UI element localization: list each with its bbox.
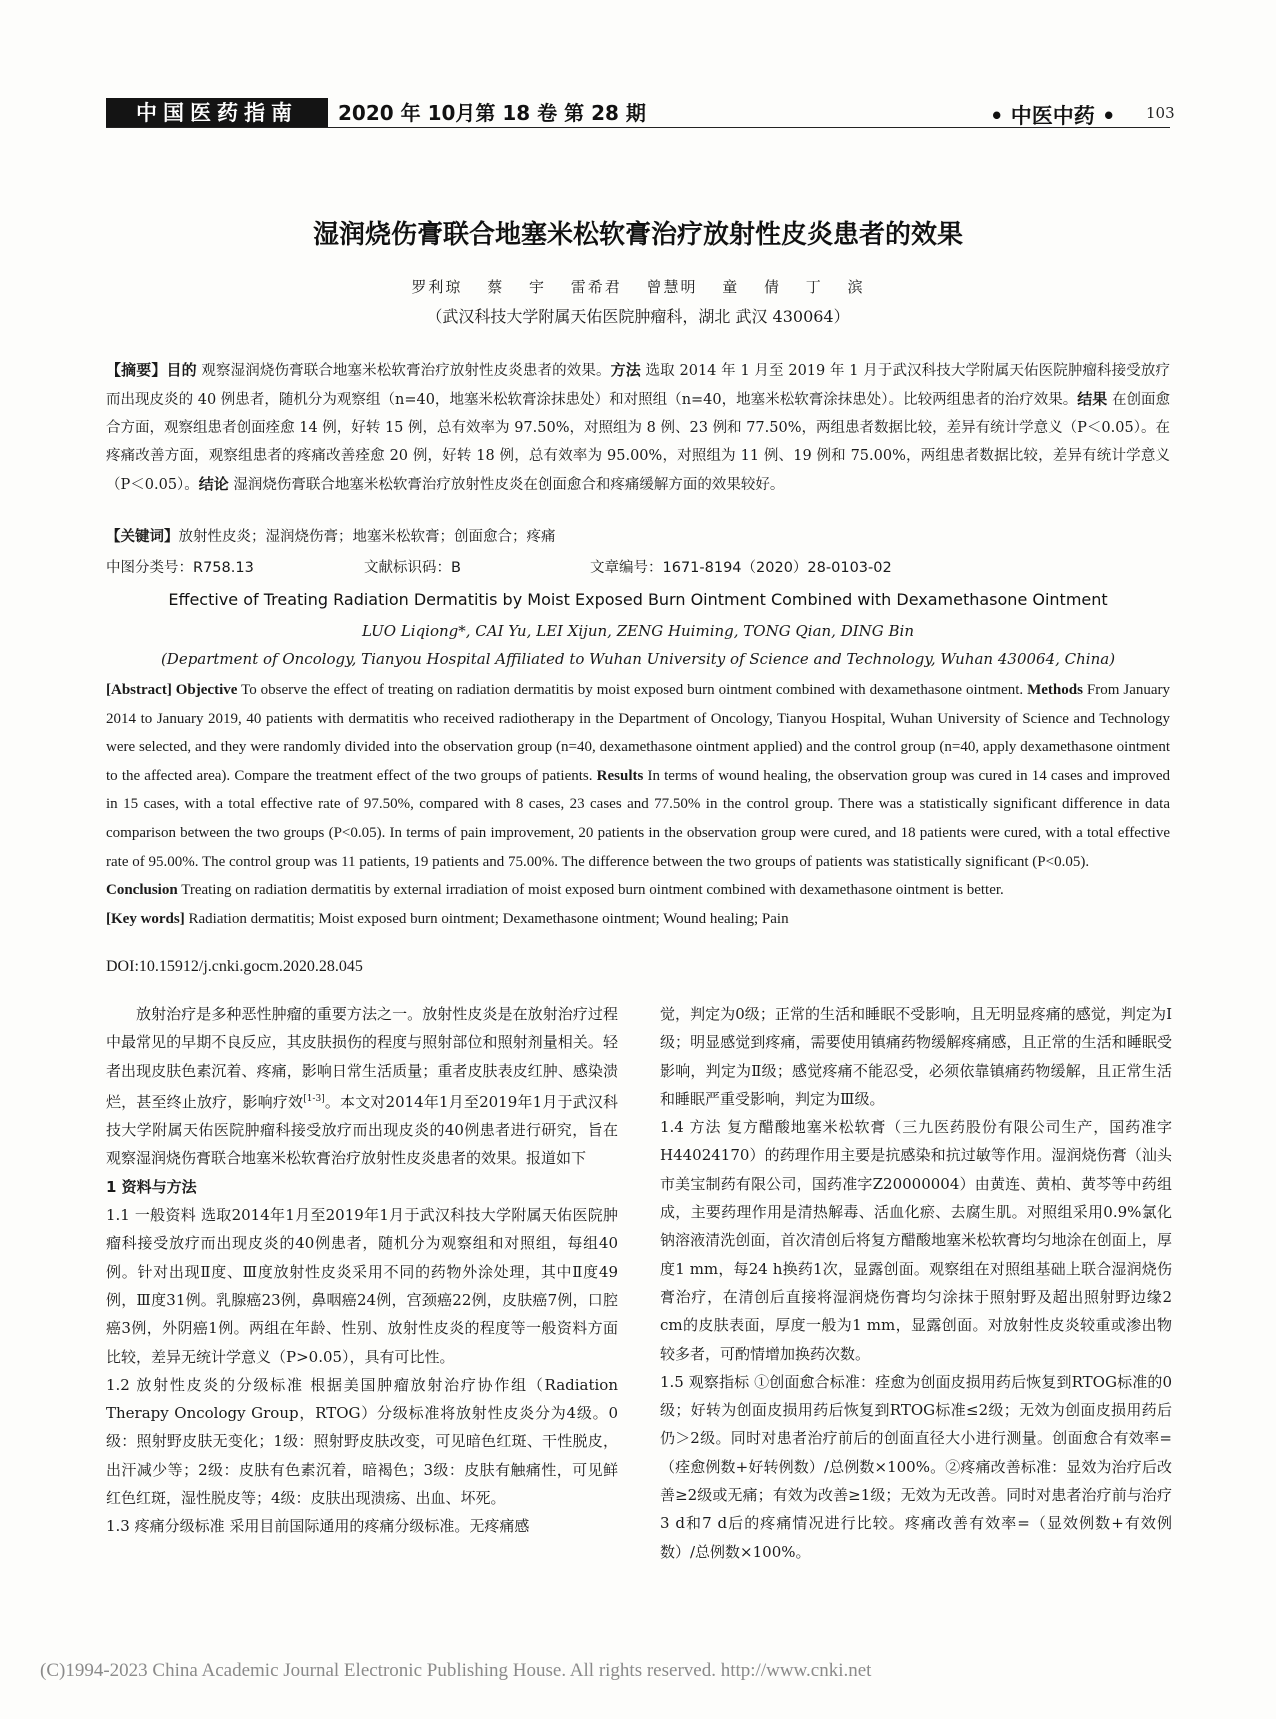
section-1-1: 1.1 一般资料 选取2014年1月至2019年1月于武汉科技大学附属天佑医院肿瘤科接受放疗而出现皮炎的40例患者，随机分为观察组和对照组，每组40例。针对出现Ⅱ度、Ⅲ度放射性皮炎采用不同的药物外涂处理，其中Ⅱ度49例，Ⅲ度31例。乳腺癌23例，鼻咽癌24例，宫颈癌22例，皮肤癌7例，口腔癌3例，外阴癌1例。两组在年龄、性别、放射性皮炎的程度等一般资料方面比较，差异无统计学意义（P>0.05），具有可比性。 [106, 1206, 618, 1366]
keywords-zh-label: 【关键词】 [106, 529, 179, 545]
section-heading-1: 1 资料与方法 [106, 1177, 197, 1196]
en-conclusion-label: Conclusion [106, 882, 178, 899]
section-tag: • 中医中药 • [990, 104, 1116, 128]
en-keywords-label: [Key words] [106, 910, 185, 927]
abstract-en-label: [Abstract] Objective [106, 682, 238, 698]
section-1-2: 1.2 放射性皮炎的分级标准 根据美国肿瘤放射治疗协作组（Radiation Therapy Oncology Group，RTOG）分级标准将放射性皮炎分为4级。0级：照射野皮肤无变化；1级：照射野皮肤改变，可见暗色红斑、干性脱皮，出汗减少等；2级：皮肤有色素沉着，暗褐色；3级：皮肤有触痛性，可见鲜红色红斑，湿性脱皮等；4级：皮肤出现溃疡、出血、坏死。 [106, 1375, 618, 1508]
results-label: 结果 [1077, 390, 1108, 408]
page-number: 103 [1146, 104, 1175, 122]
copyright-footer: (C)1994-2023 China Academic Journal Electronic Publishing House. All rights reserved. http://www.cnki.net [40, 1660, 872, 1681]
en-methods-label: Methods [1027, 682, 1083, 698]
pain-grading-cont: 觉，判定为0级；正常的生活和睡眠不受影响，且无明显疼痛的感觉，判定为Ⅰ级；明显感觉到疼痛，需要使用镇痛药物缓解疼痛感，且正常的生活和睡眠受影响，判定为Ⅱ级；感觉疼痛不能忍受，必须依靠镇痛药物缓解，且正常生活和睡眠严重受影响，判定为Ⅲ级。 [660, 1005, 1172, 1108]
english-affiliation: (Department of Oncology, Tianyou Hospital Affiliated to Wuhan University of Science and Technology, Wuhan 430064, China) [160, 650, 1116, 668]
clc-number: 中图分类号：R758.13 [106, 560, 254, 576]
keywords-zh [106, 525, 1170, 549]
section-1-3: 1.3 疼痛分级标准 采用目前国际通用的疼痛分级标准。无疼痛感 [106, 1517, 530, 1536]
header-rule [106, 127, 1170, 128]
keywords-zh-text: 放射性皮炎；湿润烧伤膏；地塞米松软膏；创面愈合；疼痛 [178, 529, 556, 545]
journal-issue: 2020 年 10月第 18 卷 第 28 期 [338, 101, 646, 125]
article-number: 文章编号：1671-8194（2020）28-0103-02 [590, 560, 892, 576]
body-right-column [660, 1000, 1172, 1566]
intro-paragraph [106, 1000, 618, 1173]
conclusion-label: 结论 [198, 475, 229, 493]
results-text: 在创面愈合方面，观察组患者创面痊愈 14 例，好转 15 例，总有效率为 97.50%，对照组为 8 例、23 例和 77.50%，两组患者数据比较，差异有统计学意义（P＜0.05）。在疼痛改善方面，观察组患者的疼痛改善痊愈 20 例，好转 18 例，总有效率为 95.00%，对照组为 11 例、19 例和 75.00%，两组患者数据比较，差异有统计学意义（P＜0.05）。 [106, 392, 1170, 493]
en-keywords: Radiation dermatitis; Moist exposed burn ointment; Dexamethasone ointment; Wound healing; Pain [188, 910, 789, 927]
objective-text: 观察湿润烧伤膏联合地塞米松软膏治疗放射性皮炎患者的效果。 [201, 363, 611, 379]
doc-code: 文献标识码：B [364, 560, 461, 576]
journal-name: 中国医药指南 [106, 98, 328, 128]
methods-label: 方法 [610, 361, 641, 379]
intro-text: 放射治疗是多种恶性肿瘤的重要方法之一。放射性皮炎是在放射治疗过程中最常见的早期不良反应，其皮肤损伤的程度与照射部位和照射剂量相关。轻者出现皮肤色素沉着、疼痛，影响日常生活质量；重者皮肤表皮红肿、感染溃烂，甚至终止放疗，影响疗效 [106, 1005, 618, 1111]
methods-text: 选取 2014 年 1 月至 2019 年 1 月于武汉科技大学附属天佑医院肿瘤科接受放疗而出现皮炎的 40 例患者，随机分为观察组（n=40，地塞米松软膏涂抹患处）和对照组（n=40，地塞米松软膏涂抹患处）。比较两组患者的治疗效果。 [106, 363, 1171, 408]
abstract-en [106, 676, 1170, 933]
abstract-zh-label: 【摘要】 [106, 361, 167, 379]
intro-tail: 。本文对2014年1月至2019年1月于武汉科技大学附属天佑医院肿瘤科接受放疗而出现皮炎的40例患者进行研究，旨在观察湿润烧伤膏联合地塞米松软膏治疗放射性皮炎患者的效果。报道如下 [106, 1092, 618, 1168]
section-1-4: 1.4 方法 复方醋酸地塞米松软膏（三九医药股份有限公司生产，国药准字H44024170）的药理作用主要是抗感染和抗过敏等作用。湿润烧伤膏（汕头市美宝制药有限公司，国药准字Z20000004）由黄连、黄柏、黄芩等中药组成，主要药理作用是清热解毒、活血化瘀、去腐生肌。对照组采用0.9%氯化钠溶液清洗创面，首次清创后将复方醋酸地塞米松软膏均匀地涂在创面上，厚度1 mm，每24 h换药1次，显露创面。观察组在对照组基础上联合湿润烧伤膏治疗，在清创后直接将湿润烧伤膏均匀涂抹于照射野及超出照射野边缘2 cm的皮肤表面，厚度一般为1 mm，显露创面。对放射性皮炎较重或渗出物较多者，可酌情增加换药次数。 [660, 1118, 1172, 1363]
affiliation: （武汉科技大学附属天佑医院肿瘤科，湖北 武汉 430064） [426, 307, 850, 326]
english-authors: LUO Liqiong*, CAI Yu, LEI Xijun, ZENG Huiming, TONG Qian, DING Bin [361, 622, 915, 640]
en-results-label: Results [596, 767, 644, 784]
en-results: In terms of wound healing, the observation group was cured in 14 cases and improved in 15 cases, with a total effective rate of 97.50%, compared with 8 cases, 23 cases and 77.50% in the control group. There was a statistically significant difference in data comparison between the two groups (P<0.05). In terms of pain improvement, 20 patients in the observation group were cured, and 18 patients were cured, with a total effective rate of 95.00%. The control group was 11 patients, 19 patients and 75.00%. The difference between the two groups of patients was statistically significant (P<0.05). [106, 767, 1171, 870]
en-methods: From January 2014 to January 2019, 40 patients with dermatitis who received radiotherapy in the Department of Oncology, Tianyou Hospital, Wuhan University of Science and Technology were selected, and they were randomly divided into the observation group (n=40, dexamethasone ointment applied) and the control group (n=40, apply dexamethasone ointment to the affected area). Compare the treatment effect of the two groups of patients. [106, 682, 1171, 784]
objective-label: 目的 [166, 361, 197, 379]
conclusion-text: 湿润烧伤膏联合地塞米松软膏治疗放射性皮炎在创面愈合和疼痛缓解方面的效果较好。 [233, 477, 785, 493]
doi: DOI:10.15912/j.cnki.gocm.2020.28.045 [106, 958, 363, 975]
en-conclusion: Treating on radiation dermatitis by external irradiation of moist exposed burn ointment combined with dexamethasone ointment is better. [181, 882, 1004, 899]
authors: 罗利琼 蔡 宇 雷希君 曾慧明 童 倩 丁 滨 [411, 278, 865, 296]
article-title: 湿润烧伤膏联合地塞米松软膏治疗放射性皮炎患者的效果 [312, 220, 963, 250]
section-1-5: 1.5 观察指标 ①创面愈合标准：痊愈为创面皮损用药后恢复到RTOG标准的0级；好转为创面皮损用药后恢复到RTOG标准≤2级；无效为创面皮损用药后仍＞2级。同时对患者治疗前后的创面直径大小进行测量。创面愈合有效率=（痊愈例数+好转例数）/总例数×100%。②疼痛改善标准：显效为治疗后改善≥2级或无痛；有效为改善≥1级；无效为无改善。同时对患者治疗前与治疗3 d和7 d后的疼痛情况进行比较。疼痛改善有效率=（显效例数+有效例数）/总例数×100%。 [660, 1372, 1172, 1561]
abstract-zh [106, 356, 1170, 499]
en-objective: To observe the effect of treating on radiation dermatitis by moist exposed burn ointment combined with dexamethasone ointment. [241, 682, 1024, 698]
intro-ref: [1-3] [303, 1093, 325, 1104]
body-left-column [106, 1000, 618, 1541]
english-title: Effective of Treating Radiation Dermatitis by Moist Exposed Burn Ointment Combined with Dexamethasone Ointment [168, 590, 1108, 609]
